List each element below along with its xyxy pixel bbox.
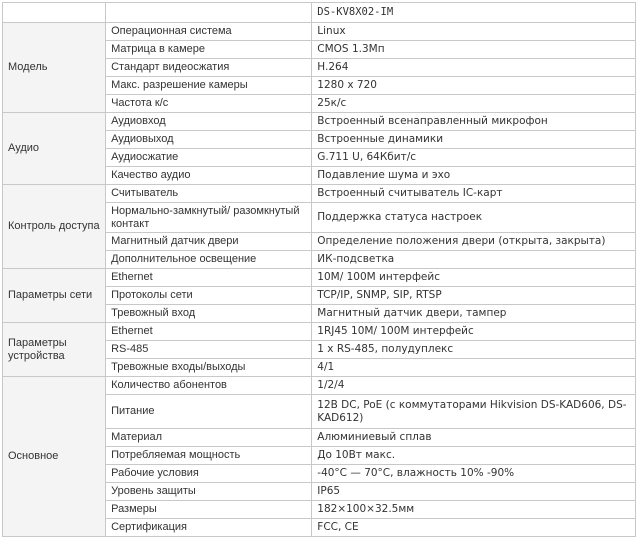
param-name-cell: Частота к/с <box>106 95 312 113</box>
param-value-cell: Подавление шума и эхо <box>312 167 636 185</box>
param-value-cell: CMOS 1.3Мп <box>312 41 636 59</box>
param-name-cell: Материал <box>106 429 312 447</box>
param-name-cell: Стандарт видеосжатия <box>106 59 312 77</box>
param-value-cell: Встроенный считыватель IC-карт <box>312 185 636 203</box>
param-value-cell: 1/2/4 <box>312 377 636 395</box>
param-value-cell: Linux <box>312 23 636 41</box>
param-name-cell: Потребляемая мощность <box>106 447 312 465</box>
group-label-cell: Аудио <box>3 113 106 185</box>
param-name-cell: Макс. разрешение камеры <box>106 77 312 95</box>
param-name-cell: Аудиосжатие <box>106 149 312 167</box>
param-value-cell: Встроенные динамики <box>312 131 636 149</box>
spec-row <box>3 377 636 395</box>
param-name-cell: Нормально-замкнутый/ разомкнутый контакт <box>106 203 312 233</box>
spec-table <box>2 2 636 537</box>
group-label-cell: Параметры устройства <box>3 323 106 377</box>
model-code-cell: DS-KV8X02-IM <box>312 3 636 23</box>
param-value-cell: TCP/IP, SNMP, SIP, RTSP <box>312 287 636 305</box>
header-empty-cell <box>3 3 106 23</box>
param-name-cell: Протоколы сети <box>106 287 312 305</box>
spec-row <box>3 113 636 131</box>
param-name-cell: Рабочие условия <box>106 465 312 483</box>
group-label-cell: Основное <box>3 377 106 537</box>
header-row <box>3 3 636 23</box>
group-label-cell: Параметры сети <box>3 269 106 323</box>
param-value-cell: -40°C — 70°C, влажность 10% -90% <box>312 465 636 483</box>
param-name-cell: Качество аудио <box>106 167 312 185</box>
param-value-cell: Встроенный всенаправленный микрофон <box>312 113 636 131</box>
param-name-cell: Ethernet <box>106 269 312 287</box>
group-label-cell: Контроль доступа <box>3 185 106 269</box>
param-name-cell: Ethernet <box>106 323 312 341</box>
param-name-cell: Аудиовыход <box>106 131 312 149</box>
param-value-cell: Алюминиевый сплав <box>312 429 636 447</box>
spec-row <box>3 185 636 203</box>
spec-row <box>3 23 636 41</box>
param-name-cell: Аудиовход <box>106 113 312 131</box>
param-name-cell: Операционная система <box>106 23 312 41</box>
header-empty-cell <box>106 3 312 23</box>
param-value-cell: IP65 <box>312 483 636 501</box>
param-name-cell: Сертификация <box>106 519 312 537</box>
param-value-cell: ИК-подсветка <box>312 251 636 269</box>
group-label-cell: Модель <box>3 23 106 113</box>
param-value-cell: 10M/ 100M интерфейс <box>312 269 636 287</box>
param-name-cell: RS-485 <box>106 341 312 359</box>
param-value-cell: 4/1 <box>312 359 636 377</box>
param-value-cell: H.264 <box>312 59 636 77</box>
param-name-cell: Матрица в камере <box>106 41 312 59</box>
param-name-cell: Считыватель <box>106 185 312 203</box>
param-name-cell: Дополнительное освещение <box>106 251 312 269</box>
param-name-cell: Уровень защиты <box>106 483 312 501</box>
spec-row <box>3 269 636 287</box>
param-value-cell: 1RJ45 10M/ 100M интерфейс <box>312 323 636 341</box>
param-value-cell: 12В DC, PoE (с коммутаторами Hikvision DS-KAD606, DS-KAD612) <box>312 395 636 429</box>
spec-row <box>3 323 636 341</box>
param-value-cell: Магнитный датчик двери, тампер <box>312 305 636 323</box>
param-name-cell: Магнитный датчик двери <box>106 233 312 251</box>
param-value-cell: 25к/с <box>312 95 636 113</box>
param-value-cell: FCC, CE <box>312 519 636 537</box>
param-value-cell: 182×100×32.5мм <box>312 501 636 519</box>
param-name-cell: Размеры <box>106 501 312 519</box>
param-value-cell: Определение положения двери (открыта, закрыта) <box>312 233 636 251</box>
param-value-cell: 1280 x 720 <box>312 77 636 95</box>
param-value-cell: G.711 U, 64Кбит/с <box>312 149 636 167</box>
param-name-cell: Питание <box>106 395 312 429</box>
param-name-cell: Количество абонентов <box>106 377 312 395</box>
param-name-cell: Тревожные входы/выходы <box>106 359 312 377</box>
param-value-cell: До 10Вт макс. <box>312 447 636 465</box>
param-name-cell: Тревожный вход <box>106 305 312 323</box>
param-value-cell: 1 x RS-485, полудуплекс <box>312 341 636 359</box>
spec-table-body <box>3 3 636 537</box>
param-value-cell: Поддержка статуса настроек <box>312 203 636 233</box>
